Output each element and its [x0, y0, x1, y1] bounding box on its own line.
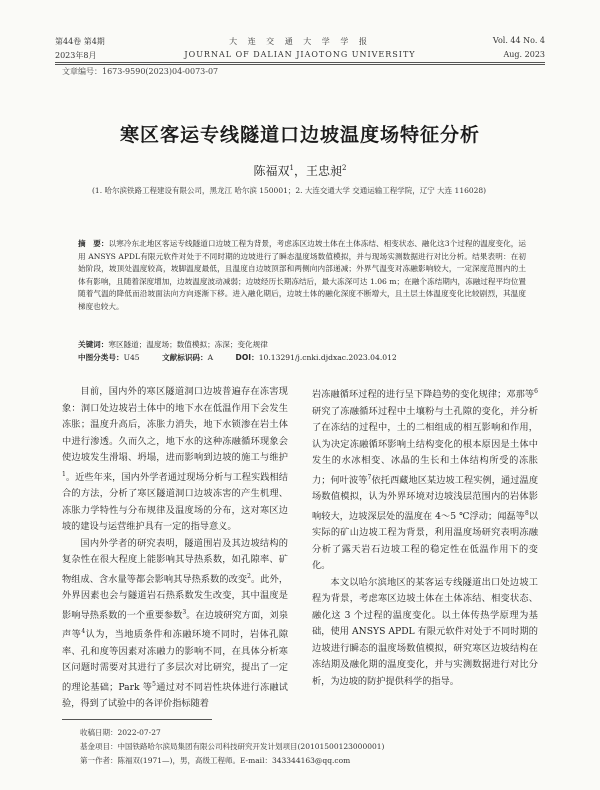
- header-volume-en: Vol. 44 No. 4: [492, 36, 545, 45]
- author-affil-mark: 2: [342, 164, 347, 172]
- abstract-label: 摘 要：: [78, 239, 109, 248]
- author-affil-mark: 1: [289, 164, 294, 172]
- header-rule: [55, 62, 545, 63]
- body-column-right: [312, 384, 538, 690]
- keywords: [78, 339, 526, 350]
- header-journal-en: JOURNAL OF DALIAN JIAOTONG UNIVERSITY: [184, 50, 416, 59]
- doc-code-label: 文献标识码：: [162, 353, 208, 362]
- doi-label: DOI：: [235, 353, 259, 362]
- fund-project: 基金项目：中国铁路哈尔滨局集团有限公司科技研究开发计划项目(20101500123000001): [80, 742, 385, 751]
- abstract: [78, 238, 526, 313]
- author-name: 王忠昶: [306, 164, 343, 178]
- header-date-cn: 2023年8月: [55, 51, 97, 60]
- received-date: 收稿日期：2022-07-27: [80, 728, 161, 737]
- paper-title: 寒区客运专线隧道口边坡温度场特征分析: [119, 124, 480, 146]
- keywords-text: 寒区隧道；温度场；数值模拟；冻深；变化规律: [108, 340, 268, 349]
- author-name: 陈福双: [253, 164, 290, 178]
- header-volume-cn: 第44卷 第4期: [55, 37, 105, 46]
- header-date-en: Aug. 2023: [503, 50, 545, 59]
- paragraph: 本文以哈尔滨地区的某客运专线隧道出口处边坡工程为背景，考虑寒区边坡土体在土体冻结、相变状态、融化这 3 个过程的温度变化。以土体传热学原理为基础，使用 ANSYS APDL 有限元软件对处于不同时期的边坡进行瞬态的温度场数值模拟，研究寒区边坡结构在冻结期及融化期的温度变化，并与实测数据进行对比分析，为边坡的防护提供科学的指导。: [312, 576, 538, 687]
- doc-code-value: A: [207, 353, 214, 362]
- keywords-label: 关键词：: [78, 340, 109, 349]
- paragraph: 岩冻融循环过程的进行呈下降趋势的变化规律；邓那等$^6$研究了冻融循环过程中土壤粉与土孔隙的变化，并分析了在冻结的过程中，土的二相组成的相互影响和作用，认为决定冻融循环影响土结构变化的根本原因是土体中发生的水冰相变、冰晶的生长和土体结构所受的冻胀力；何叶波等$^7$依托西藏地区某边坡工程实例，通过温度场数值模拟，认为外界环境对边坡浅层范围内的岩体影响较大，边坡深层处的温度在 4～5 ℃浮动；闻磊等$^8$以实际的矿山边坡工程为背景，利用温度场研究表明冻融分析了露天岩石边坡工程的稳定性在低温作用下的变化。: [312, 388, 539, 572]
- author-line: 陈福双$^1$，王忠昶$^2$: [253, 164, 347, 178]
- paragraph: 目前，国内外的寒区隧道洞口边坡普遍存在冻害现象：洞口处边坡岩土体中的地下水在低温作用下会发生冻胀；温度升高后，冻胀力消失，地下水锁渗在岩土体中进行渗透。久而久之，地下水的这种冻融循环现象会使边坡发生滑塌、坍塌，进而影响到边坡的施工与维护$^1$。近些年来，国内外学者通过现场分析与工程实践相结合的方法，分析了寒区隧道洞口边坡冻害的产生机理、冻胀力学特性与分布规律及温度场的分布，这对寒区边坡的建设与运营维护具有一定的指导意义。: [62, 386, 288, 533]
- clc-label: 中图分类号：: [78, 353, 124, 362]
- article-number: 文章编号：1673-9590(2023)04-0073-07: [62, 67, 219, 76]
- body-column-left: [62, 384, 288, 713]
- header-rule-thin: [55, 64, 545, 65]
- footnote-rule: [62, 719, 212, 720]
- clc-value: U45: [123, 353, 140, 362]
- header-journal-cn: 大 连 交 通 大 学 学 报: [229, 37, 371, 46]
- affiliations: (1. 哈尔滨铁路工程建设有限公司，黑龙江 哈尔滨 150001；2. 大连交通大学 交通运输工程学院，辽宁 大连 116028): [92, 186, 487, 195]
- abstract-text: 以寒冷东北地区客运专线隧道口边坡工程为背景，考虑冻区边坡土体在土体冻结、相变状态、融化这3个过程的温度变化，运用 ANSYS APDL有限元软件对处于不同时期的边坡进行了瞬态温度场数值模拟，并与现场实测数据进行对比分析。结果表明：在初始阶段，坡顶处温度较高，坡脚温度最低，且温度自边坡顶部和两侧向内部递减；外界气温变对冻融影响较大，一定深度范围内的土体有影响，且随着深度增加，边坡温度波动减弱；边坡经历长期冻结后，最大冻深可达 1.06 m；在融个冻结期内，冻融过程平均位置随着气温的降低而沿坡面法向方向逐渐下移。进入融化期后，边坡土体的融化深度不断增大，且土层土体温度变化比较剧烈，其温度梯度也较大。: [78, 239, 527, 311]
- first-author-info: 第一作者：陈福双(1971—)，男，高级工程师。E-mail：343344163@qq.com: [80, 756, 351, 765]
- paragraph: 国内外学者的研究表明，隧道围岩及其边坡结构的复杂性在很大程度上能影响其导热系数，如孔隙率、矿物组成、含水量等都会影响其导热系数的改变$^2$。此外，外界因素也会与隧道岩石热系数发生改变，其中温度是影响导热系数的一个重要参数$^3$。在边坡研究方面，刘泉声等$^4$认为，当地质条件和冻融环境不同时，岩体孔隙率、孔和度等因素对冻融力的影响不同，在具体分析寒区问题时需要对其进行了多层次对比研究，提出了一定的理论基础；Park 等$^5$通过对不同岩性块体进行冻融试验，得到了试验中的各评价指标随着: [62, 537, 289, 710]
- classification-line: [78, 352, 526, 363]
- doi-value: 10.13291/j.cnki.djdxac.2023.04.012: [258, 353, 397, 362]
